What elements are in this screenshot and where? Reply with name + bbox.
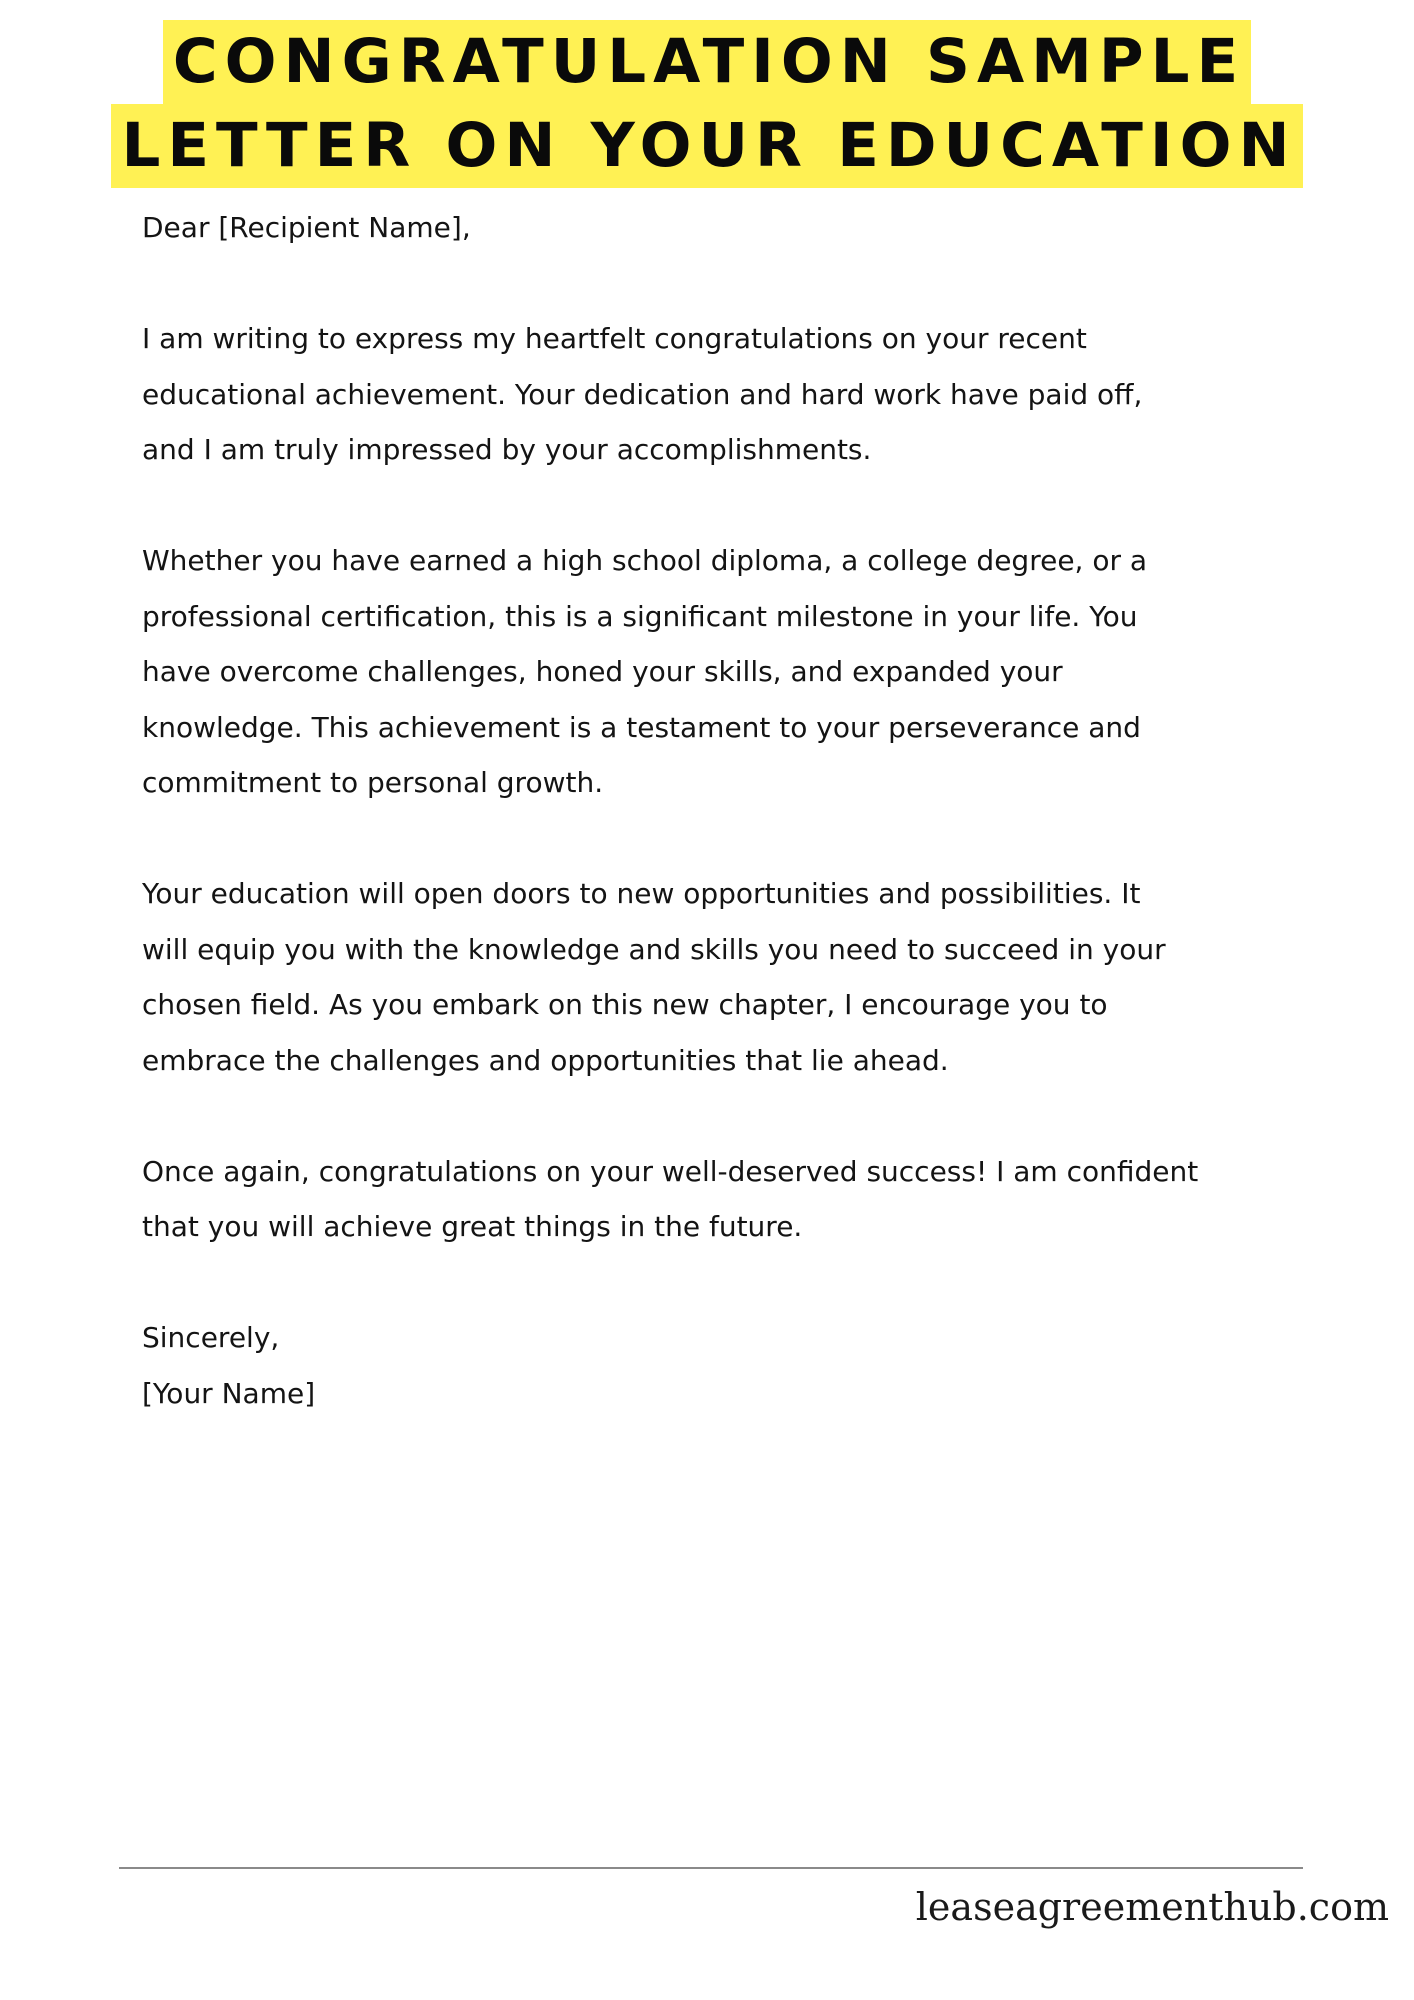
paragraph-line: embrace the challenges and opportunities that lie ahead. bbox=[142, 1043, 949, 1077]
paragraph-line: chosen field. As you embark on this new chapter, I encourage you to bbox=[142, 988, 1108, 1021]
paragraph-line: professional certification, this is a significant milestone in your life. You bbox=[142, 599, 1138, 633]
paragraph-line: educational achievement. Your dedication and hard work have paid off, bbox=[142, 377, 1143, 411]
salutation: Dear [Recipient Name], bbox=[142, 211, 471, 244]
paragraph-4 bbox=[142, 1144, 1312, 1255]
title-line-2: LETTER ON YOUR EDUCATION bbox=[111, 104, 1302, 188]
closing-block bbox=[142, 1310, 1312, 1421]
paragraph-3 bbox=[142, 866, 1312, 1088]
paragraph-line: I am writing to express my heartfelt congratulations on your recent bbox=[142, 322, 1087, 355]
paragraph-line: Your education will open doors to new opportunities and possibilities. It bbox=[142, 877, 1141, 910]
signature: [Your Name] bbox=[142, 1376, 316, 1410]
paragraph-line: will equip you with the knowledge and skills you need to succeed in your bbox=[142, 932, 1166, 966]
paragraph-line: Once again, congratulations on your well-deserved success! I am confident bbox=[142, 1154, 1199, 1188]
paragraph-1 bbox=[142, 311, 1312, 478]
footer-brand: leaseagreementhub.com bbox=[915, 1885, 1389, 1929]
closing: Sincerely, bbox=[142, 1321, 280, 1354]
paragraph-line: commitment to personal growth. bbox=[142, 766, 604, 799]
paragraph-line: and I am truly impressed by your accomplishments. bbox=[142, 433, 872, 466]
document-title bbox=[0, 20, 1414, 188]
paragraph-line: Whether you have earned a high school diploma, a college degree, or a bbox=[142, 544, 1148, 577]
title-line-1: CONGRATULATION SAMPLE bbox=[163, 20, 1251, 104]
paragraph-2 bbox=[142, 533, 1312, 811]
paragraph-line: knowledge. This achievement is a testament to your perseverance and bbox=[142, 710, 1141, 744]
footer-divider bbox=[119, 1867, 1303, 1869]
paragraph-line: have overcome challenges, honed your skills, and expanded your bbox=[142, 655, 1063, 688]
paragraph-line: that you will achieve great things in the future. bbox=[142, 1210, 803, 1243]
letter-body bbox=[142, 200, 1312, 1477]
